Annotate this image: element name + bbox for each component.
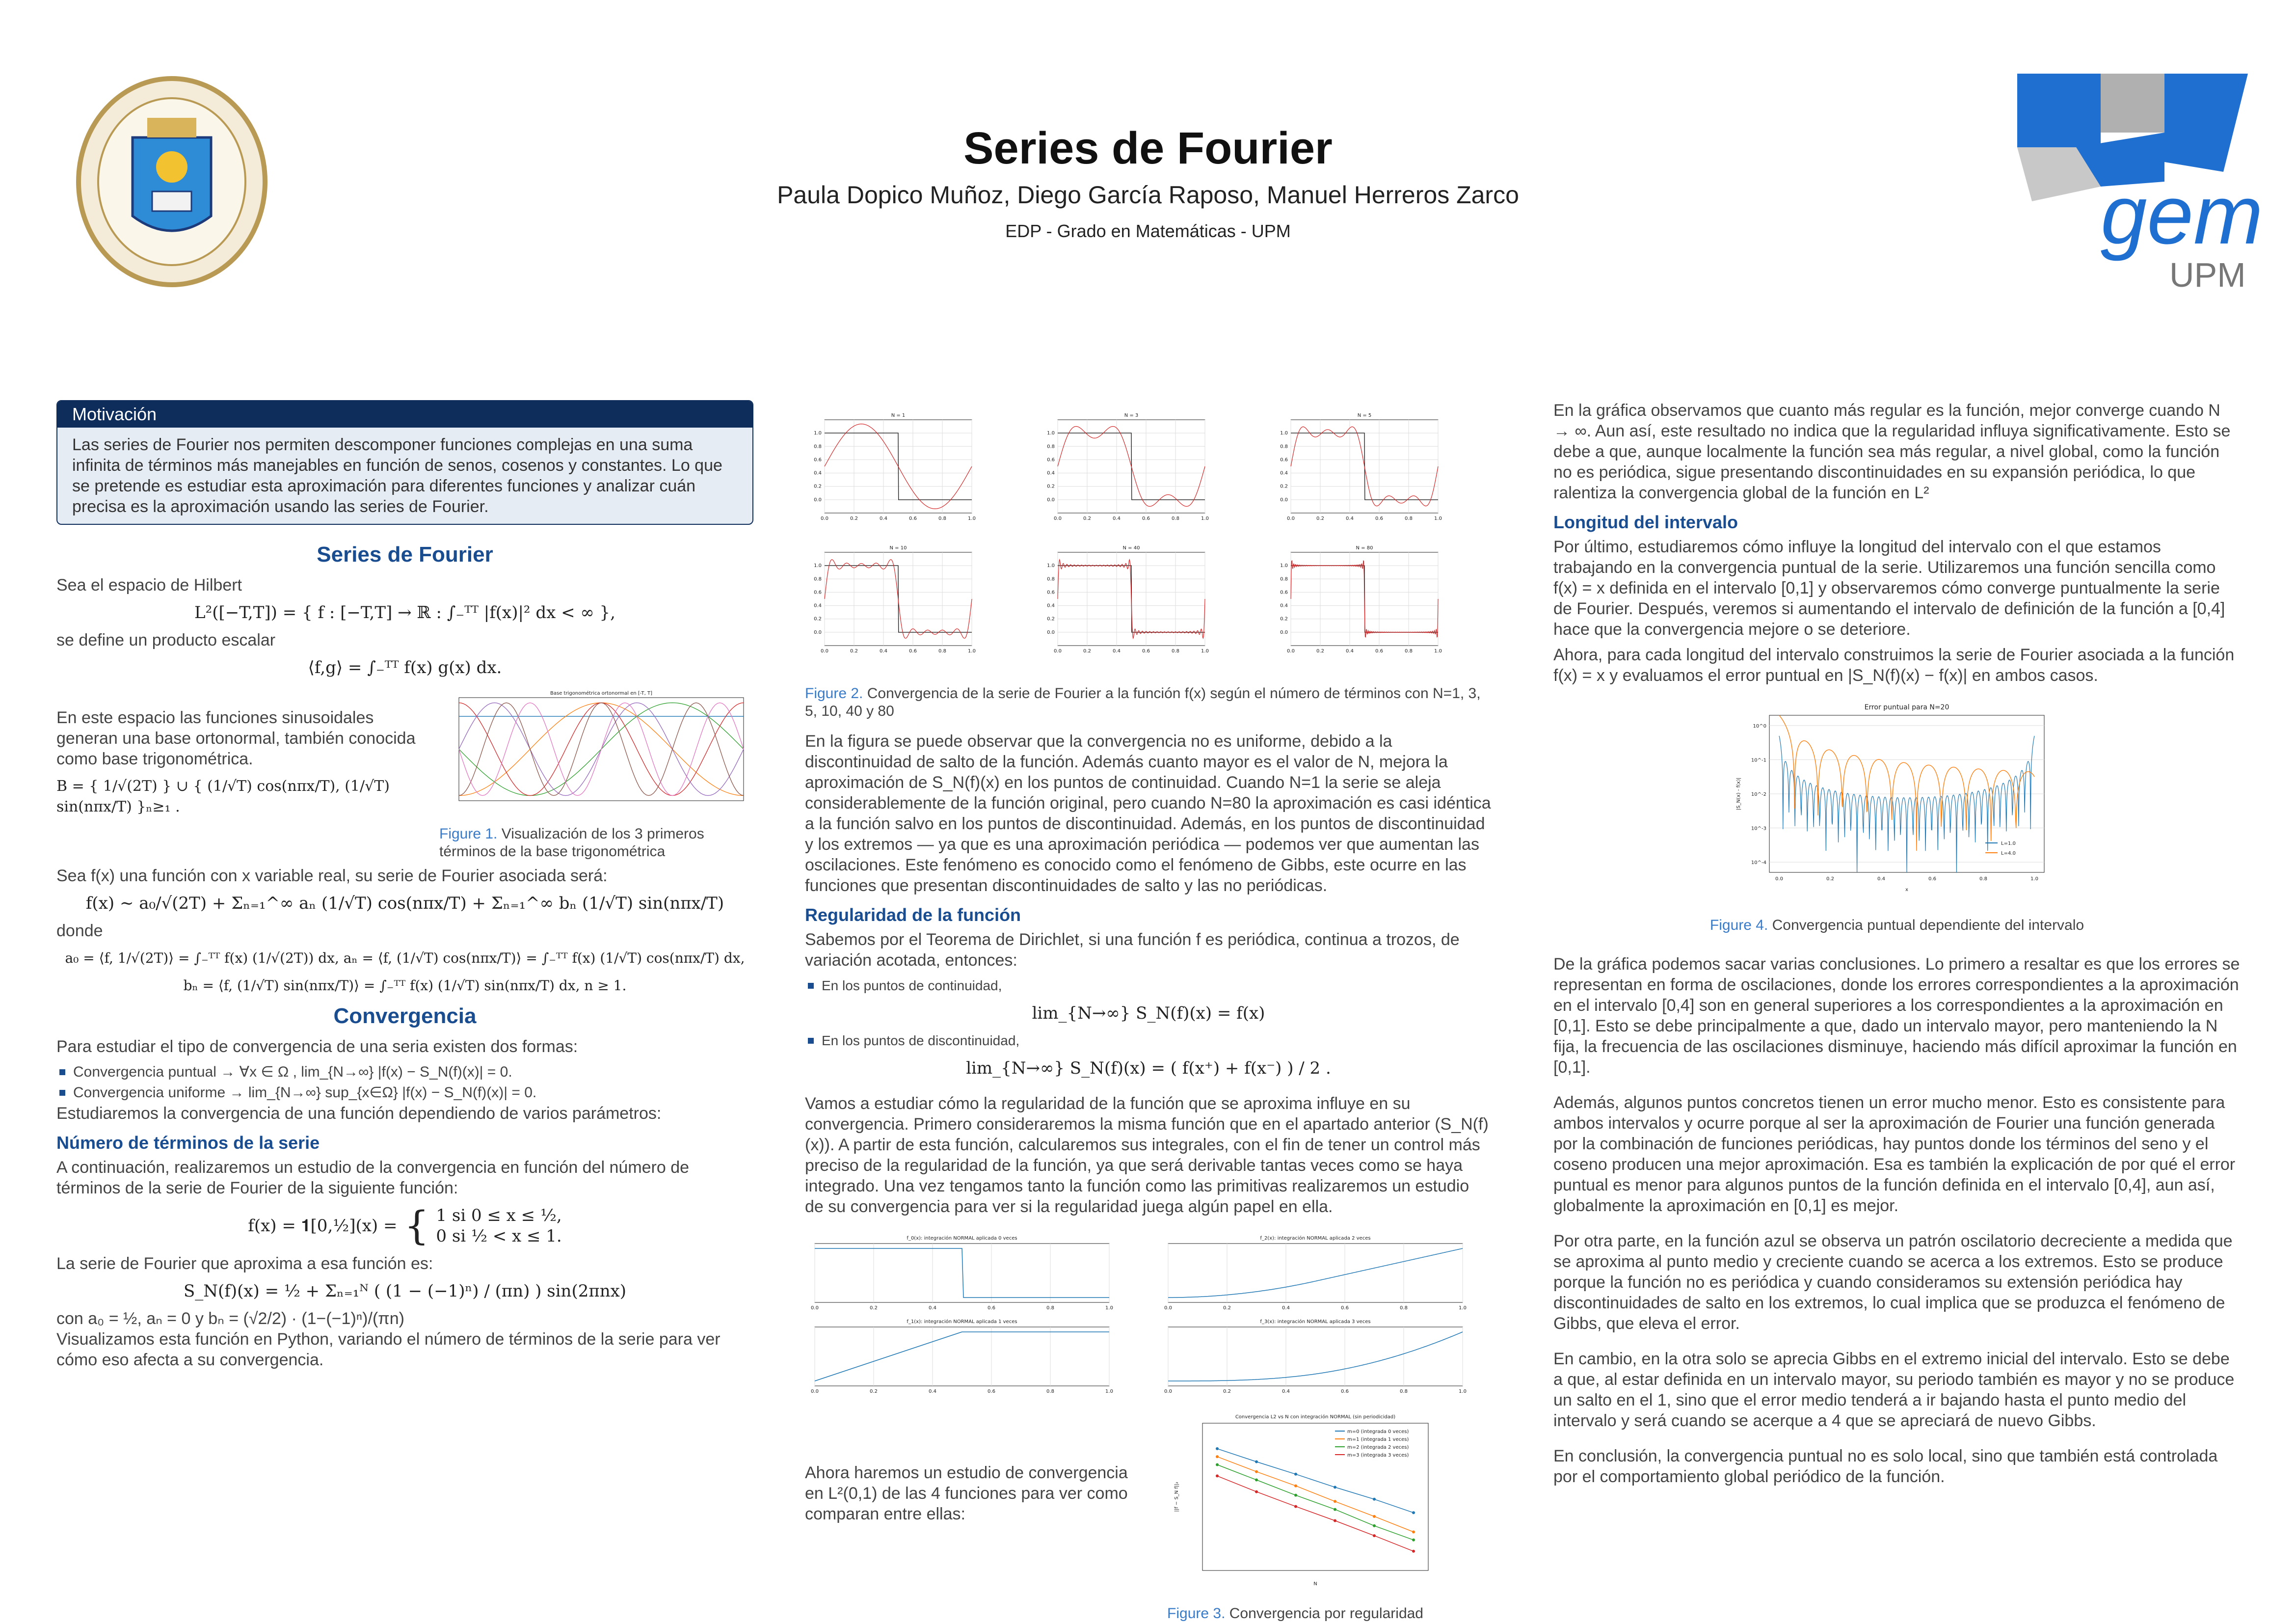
right-column <box>1553 400 2241 1492</box>
fig2-x-tick: 0.8 <box>1172 516 1179 521</box>
fig4-xlabel: x <box>1905 887 1908 893</box>
figure-2-caption: Figure 2. Convergencia de la serie de Fourier a la función f(x) según el número de términos con N=1, 3, 5, 10, 40 y 80 <box>805 685 1481 719</box>
fig3a-x-tick: 0.6 <box>1341 1305 1349 1311</box>
basis-text: En este espacio las funciones sinusoidales generan una base ortonormal, también conocida como base trigonométrica. <box>56 708 416 768</box>
fig2-y-tick: 0.6 <box>814 590 822 595</box>
fig3a-x-tick: 0.4 <box>929 1389 936 1394</box>
section-title-convergencia: Convergencia <box>333 1004 477 1028</box>
fig3b-ylabel: ||f − S_N f||₂ <box>1174 1482 1179 1512</box>
motivation-box <box>56 400 753 525</box>
fig2-x-tick: 1.0 <box>1434 649 1442 654</box>
figure-3-l2-convergence <box>1168 1408 1443 1595</box>
coef-equation-2: bₙ = ⟨f, (1/√T) sin(nπx/T)⟩ = ∫₋ᵀᵀ f(x) (1/√T) sin(nπx/T) dx, n ≥ 1. <box>183 977 627 994</box>
fig2-y-tick: 0.2 <box>814 484 822 489</box>
fig4-x-tick: 1.0 <box>2030 876 2038 882</box>
function-case-2: 0 si ½ < x ≤ 1. <box>436 1226 562 1246</box>
fig2-x-tick: 0.0 <box>821 516 828 521</box>
subsection-title-interval: Longitud del intervalo <box>1553 512 1738 532</box>
conv-bullet-uniform: Convergencia uniforme → lim_{N→∞} sup_{x∈Ω} |f(x) − S_N(f)(x)| = 0. <box>56 1083 753 1103</box>
fig3b-legend-label: m=3 (integrada 3 veces) <box>1347 1453 1409 1458</box>
fig2-y-tick: 0.8 <box>1280 444 1288 450</box>
fig3b-point-3 <box>1294 1505 1297 1508</box>
interval-intro: Por último, estudiaremos cómo influye la longitud del intervalo con el que estamos trabajando en la convergencia puntual de la serie. Utilizaremos una función sencilla como f(x) = x definida en el intervalo [0,1] y observaremos cómo converge puntualmente la serie de Fourier. Después, veremos si aumentando el intervalo de definición de la función a [0,4] hace que la convergencia mejore o se deteriore. <box>1553 538 2225 639</box>
fig2-y-tick: 0.2 <box>1280 484 1288 489</box>
fig2-y-tick: 0.4 <box>1047 603 1055 609</box>
fig2-x-tick: 0.6 <box>909 649 917 654</box>
fig4-legend-label: L=4.0 <box>2001 851 2016 856</box>
fig2-x-tick: 0.0 <box>1054 516 1062 521</box>
fig2-y-tick: 1.0 <box>1280 563 1288 569</box>
fig2-x-tick: 0.8 <box>938 516 946 521</box>
function-definition: f(x) = 𝟏[0,½](x) = { 1 si 0 ≤ x ≤ ½, 0 si ½ < x ≤ 1. <box>248 1203 562 1248</box>
fig3a-panel-title: f_3(x): integración NORMAL aplicada 3 veces <box>1260 1319 1371 1325</box>
fig4-y-tick: 10^-1 <box>1751 758 1766 763</box>
fig3b-point-2 <box>1334 1508 1336 1511</box>
fig3a-x-tick: 0.2 <box>870 1389 878 1394</box>
fig2-y-tick: 0.6 <box>1280 457 1288 463</box>
fig3b-point-3 <box>1255 1490 1258 1493</box>
hilbert-equation: L²([−T,T]) = { f : [−T,T] → ℝ : ∫₋ᵀᵀ |f(x)|² dx < ∞ }, <box>194 603 615 623</box>
fig2-x-tick: 0.8 <box>1172 649 1179 654</box>
basis-equation: B = { 1/√(2T) } ∪ { (1/√T) cos(nπx/T), (1/√T) sin(nπx/T) }ₙ≥₁ . <box>56 778 390 815</box>
gibbs-paragraph: En la figura se puede observar que la convergencia no es uniforme, debido a la discontinuidad de salto de la función. Además cuanto mayor es el valor de N, mejora la aproximación de S_N(f)(x) en los puntos de continuidad. Cuando N=1 la serie se aleja considerablemente de la función original, pero cuando N=80 la aproximación es casi idéntica a la función salvo en los puntos de discontinuidad. Además, en los puntos de discontinuidad y los extremos — ya que es una aproximación periódica — podemos ver que aumentan las oscilaciones. Este fenómeno es conocido como el fenómeno de Gibbs, este ocurre en las funciones que presentan discontinuidades de salto y las no periódicas. <box>805 732 1491 895</box>
fig3a-x-tick: 0.8 <box>1046 1305 1054 1311</box>
fig2-x-tick: 0.0 <box>1287 516 1295 521</box>
sn-intro: La serie de Fourier que aproxima a esa función es: <box>56 1254 433 1273</box>
interval-method: Ahora, para cada longitud del intervalo construimos la serie de Fourier asociada a la función f(x) = x y evaluamos el error puntual en |S_N(f)(x) − f(x)| en ambos casos. <box>1553 646 2235 685</box>
fig2-x-tick: 0.4 <box>1113 516 1121 521</box>
fig3b-point-1 <box>1412 1531 1415 1534</box>
fig3b-point-0 <box>1216 1447 1219 1450</box>
gem-logo-text: gem <box>2101 168 2263 262</box>
figure-1-label: Figure 1. <box>439 826 498 842</box>
fig2-x-tick: 0.2 <box>1083 516 1091 521</box>
fig3a-x-tick: 0.0 <box>1164 1305 1172 1311</box>
fig2-x-tick: 1.0 <box>968 516 976 521</box>
sn-equation: S_N(f)(x) = ½ + Σₙ₌₁ᴺ ( (1 − (−1)ⁿ) / (πn) ) sin(2πnx) <box>183 1281 627 1301</box>
fig2-y-tick: 1.0 <box>1280 431 1288 436</box>
fig3a-x-tick: 0.4 <box>1282 1305 1290 1311</box>
fig2-y-tick: 0.0 <box>1280 629 1288 635</box>
fig2-x-tick: 0.6 <box>1142 516 1150 521</box>
coef-values: con a₀ = ½, aₙ = 0 y bₙ = (√2/2) · (1−(−1)ⁿ)/(πn) <box>56 1309 404 1328</box>
fig2-y-tick: 0.4 <box>1280 470 1288 476</box>
donde-label: donde <box>56 921 103 940</box>
fig3b-point-2 <box>1255 1479 1258 1482</box>
fig3b-xlabel: N <box>1313 1581 1317 1587</box>
fig4-ylabel: |S_N(x) - f(x)| <box>1736 777 1741 811</box>
fig2-x-tick: 0.4 <box>1113 649 1121 654</box>
fig2-x-tick: 0.0 <box>1287 649 1295 654</box>
fig3a-x-tick: 0.6 <box>1341 1389 1349 1394</box>
regularity-conclusion: En la gráfica observamos que cuanto más regular es la función, mejor converge cuando N → ∞. Aun así, este resultado no indica que la regularidad influya significativamente. Esto se debe a que, aunque localmente la función sea más regular, a nivel global, como la función no es periódica, sigue presentando discontinuidades en su expansión periódica, lo que ralentiza la convergencia global de la función en L² <box>1553 401 2231 502</box>
fig2-x-tick: 1.0 <box>968 649 976 654</box>
fig2-y-tick: 0.0 <box>1047 629 1055 635</box>
fig2-y-tick: 0.8 <box>1280 576 1288 582</box>
fig3a-x-tick: 0.2 <box>1223 1389 1231 1394</box>
fig3a-x-tick: 0.8 <box>1400 1305 1408 1311</box>
fig2-x-tick: 0.6 <box>909 516 917 521</box>
fig3b-point-0 <box>1334 1486 1336 1489</box>
fig2-y-tick: 0.4 <box>814 603 822 609</box>
fig3b-point-1 <box>1373 1515 1376 1518</box>
bullet-continuity: En los puntos de continuidad, <box>805 975 1492 996</box>
fig3a-panel-title: f_1(x): integración NORMAL aplicada 1 veces <box>907 1319 1017 1325</box>
fig2-panel-title: N = 40 <box>1122 545 1140 551</box>
fig4-x-tick: 0.2 <box>1826 876 1834 882</box>
l2-study-paragraph: Ahora haremos un estudio de convergencia en L²(0,1) de las 4 funciones para ver como comparan entre ellas: <box>805 1463 1128 1523</box>
fig2-y-tick: 0.4 <box>814 470 822 476</box>
page-title: Series de Fourier <box>963 123 1333 173</box>
fig3b-point-3 <box>1216 1474 1219 1477</box>
fig3b-point-2 <box>1294 1494 1297 1497</box>
fig2-panel-title: N = 5 <box>1357 413 1372 418</box>
fig2-y-tick: 0.0 <box>814 497 822 503</box>
fig3a-x-tick: 0.0 <box>811 1305 819 1311</box>
fig3a-x-tick: 0.4 <box>929 1305 936 1311</box>
middle-column <box>805 400 1492 1623</box>
fig2-x-tick: 1.0 <box>1434 516 1442 521</box>
fig3b-point-0 <box>1255 1460 1258 1463</box>
fig2-y-tick: 0.6 <box>1047 590 1055 595</box>
fig3b-point-3 <box>1334 1519 1336 1522</box>
figure-2-convergence-grid <box>805 400 1492 665</box>
fig2-x-tick: 0.6 <box>1375 649 1383 654</box>
fig2-x-tick: 0.8 <box>938 649 946 654</box>
fig3a-panel-axes <box>815 1327 1109 1386</box>
fig2-y-tick: 0.0 <box>1280 497 1288 503</box>
fig3b-point-3 <box>1373 1534 1376 1537</box>
terms-text: A continuación, realizaremos un estudio de la convergencia en función del número de términos de la serie de Fourier de la siguiente función: <box>56 1158 690 1197</box>
fig2-y-tick: 0.2 <box>814 616 822 622</box>
fig1-title: Base trigonométrica ortonormal en [-T, T] <box>550 691 652 696</box>
fig4-y-tick: 10^0 <box>1753 723 1766 729</box>
series-equation: f(x) ∼ a₀/√(2T) + Σₙ₌₁^∞ aₙ (1/√T) cos(nπx/T) + Σₙ₌₁^∞ bₙ (1/√T) sin(nπx/T) <box>85 893 724 913</box>
fig4-x-tick: 0.4 <box>1877 876 1885 882</box>
fig4-title: Error puntual para N=20 <box>1864 704 1949 711</box>
fig2-panel-title: N = 80 <box>1356 545 1373 551</box>
fig3a-x-tick: 1.0 <box>1105 1389 1113 1394</box>
fig3a-x-tick: 1.0 <box>1105 1305 1113 1311</box>
motivation-title: Motivación <box>57 401 752 428</box>
fig3b-point-1 <box>1294 1485 1297 1488</box>
conclusion-blue: Por otra parte, en la función azul se observa un patrón oscilatorio decreciente a medida que se aproxima al punto medio y creciente cuando se acerca a los extremos. Esto se produce porque la función no es periódica y cuando consideramos su extensión periódica hay discontinuidades de salto en los extremos, lo cual implica que se produzca el fenómeno de Gibbs, que eleva el error. <box>1553 1232 2233 1333</box>
fig2-x-tick: 0.4 <box>880 516 887 521</box>
fig3b-legend-label: m=0 (integrada 0 veces) <box>1347 1429 1409 1435</box>
function-lhs: f(x) = 𝟏[0,½](x) = <box>248 1216 398 1236</box>
subsection-title-terms: Número de términos de la serie <box>56 1133 320 1153</box>
fig2-y-tick: 0.2 <box>1047 484 1055 489</box>
fig3a-panel-axes <box>1168 1327 1463 1386</box>
fig4-x-tick: 0.8 <box>1979 876 1987 882</box>
figure-3-caption: Figure 3. Convergencia por regularidad <box>1167 1605 1423 1622</box>
eq-discontinuity: lim_{N→∞} S_N(f)(x) = ( f(x⁺) + f(x⁻) ) / 2 . <box>966 1058 1331 1078</box>
fig2-panel-title: N = 3 <box>1124 413 1139 418</box>
fig2-y-tick: 0.8 <box>1047 576 1055 582</box>
fig2-x-tick: 1.0 <box>1201 649 1209 654</box>
subsection-title-regularity: Regularidad de la función <box>805 905 1021 925</box>
fig3a-x-tick: 0.8 <box>1400 1389 1408 1394</box>
scalar-intro: se define un producto escalar <box>56 631 276 650</box>
fig3a-panel-axes <box>1168 1244 1463 1302</box>
fig2-x-tick: 0.2 <box>1316 649 1324 654</box>
fig3a-x-tick: 0.6 <box>988 1389 995 1394</box>
dirichlet-paragraph: Sabemos por el Teorema de Dirichlet, si una función f es periódica, continua a trozos, de variación acotada, entonces: <box>805 930 1460 970</box>
fig2-y-tick: 0.4 <box>1047 470 1055 476</box>
conclusion-orange: En cambio, en la otra solo se aprecia Gibbs en el extremo inicial del intervalo. Esto se debe a que, al estar definida en un intervalo mayor, su periodo también es mayor y no se produce un salto en el 1, sino que el error medio tenderá a ir bajando hasta el punto medio del intervalo y será cuando se acerque a 4 que se apreciará de nuevo Gibbs. <box>1553 1350 2235 1430</box>
fig3b-title: Convergencia L2 vs N con integración NORMAL (sin periodicidad) <box>1235 1414 1396 1420</box>
fig2-x-tick: 0.8 <box>1405 516 1413 521</box>
fig2-x-tick: 0.4 <box>880 649 887 654</box>
figure-2-label: Figure 2. <box>805 685 863 702</box>
fig2-x-tick: 0.2 <box>850 649 858 654</box>
fig2-x-tick: 0.6 <box>1375 516 1383 521</box>
fig3a-x-tick: 1.0 <box>1459 1389 1467 1394</box>
fig3b-point-1 <box>1216 1455 1219 1458</box>
bullet-discontinuity: En los puntos de discontinuidad, <box>805 1030 1492 1051</box>
fig3b-legend-label: m=1 (integrada 1 veces) <box>1347 1437 1409 1442</box>
scalar-equation: ⟨f,g⟩ = ∫₋ᵀᵀ f(x) g(x) dx. <box>308 658 502 677</box>
coef-equation-1: a₀ = ⟨f, 1/√(2T)⟩ = ∫₋ᵀᵀ f(x) (1/√(2T)) dx, aₙ = ⟨f, (1/√T) cos(nπx/T)⟩ = ∫₋ᵀᵀ f(x) (1/√T) cos(nπx/T) dx, <box>65 950 745 966</box>
fig3b-point-0 <box>1412 1511 1415 1514</box>
fig4-y-tick: 10^-2 <box>1751 792 1766 797</box>
fig2-x-tick: 0.6 <box>1142 649 1150 654</box>
fig2-x-tick: 0.2 <box>1083 649 1091 654</box>
fig3b-legend-label: m=2 (integrada 2 veces) <box>1347 1445 1409 1450</box>
fig2-y-tick: 0.0 <box>814 629 822 635</box>
fig3b-point-2 <box>1373 1524 1376 1527</box>
motivation-body: Las series de Fourier nos permiten descomponer funciones complejas en una suma infinita de términos más manejables en función de senos, cosenos y constantes. Lo que se pretende es estudiar esta aproximación para diferentes funciones y analizar cuán precisa es la aproximación usando las series de Fourier. <box>72 435 722 516</box>
conv-intro: Para estudiar el tipo de convergencia de una seria existen dos formas: <box>56 1037 578 1056</box>
fig2-y-tick: 1.0 <box>814 563 822 569</box>
eq-continuity: lim_{N→∞} S_N(f)(x) = f(x) <box>1032 1003 1265 1023</box>
fig3b-point-1 <box>1334 1500 1336 1503</box>
fig3a-x-tick: 0.0 <box>811 1389 819 1394</box>
python-text: Visualizamos esta función en Python, variando el número de términos de la serie para ver cómo eso afecta a su convergencia. <box>56 1330 721 1369</box>
authors: Paula Dopico Muñoz, Diego García Raposo, Manuel Herreros Zarco <box>777 181 1519 209</box>
conv-bullet-pointwise: Convergencia puntual → ∀x ∈ Ω , lim_{N→∞} |f(x) − S_N(f)(x)| = 0. <box>56 1062 753 1083</box>
fig3a-x-tick: 1.0 <box>1459 1305 1467 1311</box>
fig3b-point-0 <box>1373 1498 1376 1501</box>
fig2-x-tick: 0.0 <box>1054 649 1062 654</box>
fig3a-panel-title: f_0(x): integración NORMAL aplicada 0 veces <box>907 1236 1017 1241</box>
fig2-y-tick: 0.6 <box>1280 590 1288 595</box>
fig3b-point-3 <box>1412 1550 1415 1553</box>
university-seal <box>74 74 270 290</box>
fig2-x-tick: 0.2 <box>1316 516 1324 521</box>
figure-3-integrated-functions <box>805 1232 1492 1399</box>
fig2-x-tick: 1.0 <box>1201 516 1209 521</box>
fig4-legend-label: L=1.0 <box>2001 841 2016 846</box>
fig2-y-tick: 0.0 <box>1047 497 1055 503</box>
affiliation: EDP - Grado en Matemáticas - UPM <box>1005 221 1291 241</box>
fig2-y-tick: 0.8 <box>1047 444 1055 450</box>
figure-1-caption: Figure 1. Visualización de los 3 primeros términos de la base trigonométrica <box>439 826 704 860</box>
fig3a-x-tick: 0.6 <box>988 1305 995 1311</box>
figure-1-basis-plot <box>439 688 753 820</box>
fig2-y-tick: 0.6 <box>814 457 822 463</box>
fig4-x-tick: 0.0 <box>1775 876 1783 882</box>
fig2-y-tick: 1.0 <box>814 431 822 436</box>
fig2-y-tick: 1.0 <box>1047 431 1055 436</box>
fig4-y-tick: 10^-3 <box>1751 826 1766 832</box>
fig3a-x-tick: 0.2 <box>1223 1305 1231 1311</box>
fig2-x-tick: 0.0 <box>821 649 828 654</box>
fig2-y-tick: 0.6 <box>1047 457 1055 463</box>
left-column <box>56 400 753 1375</box>
series-intro: Sea f(x) una función con x variable real, su serie de Fourier asociada será: <box>56 866 608 885</box>
fig2-y-tick: 0.2 <box>1047 616 1055 622</box>
upm-logo-text: UPM <box>2169 256 2246 294</box>
fig2-y-tick: 0.2 <box>1280 616 1288 622</box>
fig2-x-tick: 0.8 <box>1405 649 1413 654</box>
regularity-paragraph: Vamos a estudiar cómo la regularidad de la función que se aproxima influye en su convergencia. Primero consideraremos la misma función que en el apartado anterior (S_N(f)(x)). A partir de esta función, calcularemos sus integrales, con el fin de tener un control más preciso de la regularidad de la función, ya que será derivable tantas veces como se haya integrado. Una vez tengamos tanto la función como las primitivas realizaremos un estudio de su convergencia para ver si la regularidad juega algún papel en ella. <box>805 1094 1489 1216</box>
hilbert-intro: Sea el espacio de Hilbert <box>56 576 242 595</box>
fig2-y-tick: 1.0 <box>1047 563 1055 569</box>
fig3b-point-2 <box>1216 1463 1219 1466</box>
section-title-series: Series de Fourier <box>317 542 493 567</box>
fig3b-point-1 <box>1255 1470 1258 1473</box>
fig2-x-tick: 0.4 <box>1346 649 1354 654</box>
conclusion-oscillations: De la gráfica podemos sacar varias conclusiones. Lo primero a resaltar es que los errores se representan en forma de oscilaciones, donde los errores correspondientes a la aproximación en el intervalo [0,4] son en general superiores a los correspondientes a la aproximación en [0,1]. Esto se debe principalmente a que, dado un intervalo mayor, pero manteniendo la N fija, la frecuencia de las oscilaciones disminuye, haciendo más difícil aproximar la función en [0,1]. <box>1553 955 2240 1077</box>
fig4-x-tick: 0.6 <box>1928 876 1936 882</box>
fig4-y-tick: 10^-4 <box>1751 860 1766 866</box>
figure-3-label: Figure 3. <box>1167 1605 1226 1622</box>
fig3b-point-0 <box>1294 1473 1297 1476</box>
fig3a-x-tick: 0.0 <box>1164 1389 1172 1394</box>
fig2-y-tick: 0.8 <box>814 444 822 450</box>
fig2-x-tick: 0.2 <box>850 516 858 521</box>
figure-4-label: Figure 4. <box>1709 917 1768 933</box>
figure-4-pointwise-error <box>1725 696 2069 902</box>
fig3a-panel-title: f_2(x): integración NORMAL aplicada 2 veces <box>1260 1236 1371 1241</box>
fig2-panel-title: N = 10 <box>889 545 907 551</box>
final-conclusion: En conclusión, la convergencia puntual no es solo local, sino que también está controlada por el comportamiento global periódico de la función. <box>1553 1447 2218 1486</box>
fig2-panel-title: N = 1 <box>891 413 906 418</box>
conv-study: Estudiaremos la convergencia de una función dependiendo de varios parámetros: <box>56 1104 662 1123</box>
fig3a-x-tick: 0.4 <box>1282 1389 1290 1394</box>
fig2-y-tick: 0.4 <box>1280 603 1288 609</box>
fig3a-x-tick: 0.2 <box>870 1305 878 1311</box>
conclusion-points: Además, algunos puntos concretos tienen un error mucho menor. Esto es consistente para ambos intervalos y ocurre porque al ser la aproximación de Fourier una función generada por la combinación de funciones periódicas, hay puntos donde los términos del seno y el coseno producen una mejor aproximación. Esa es también la explicación de por qué el error puntual es menor para algunos puntos de la función definida en el intervalo [0,4], aun así, globalmente la aproximación en [0,1] es mejor. <box>1553 1093 2236 1215</box>
fig3b-point-2 <box>1412 1539 1415 1542</box>
figure-4-caption: Figure 4. Convergencia puntual dependiente del intervalo <box>1709 917 2084 933</box>
function-case-1: 1 si 0 ≤ x ≤ ½, <box>436 1206 562 1225</box>
fig3a-x-tick: 0.8 <box>1046 1389 1054 1394</box>
fig2-y-tick: 0.8 <box>814 576 822 582</box>
fig2-x-tick: 0.4 <box>1346 516 1354 521</box>
